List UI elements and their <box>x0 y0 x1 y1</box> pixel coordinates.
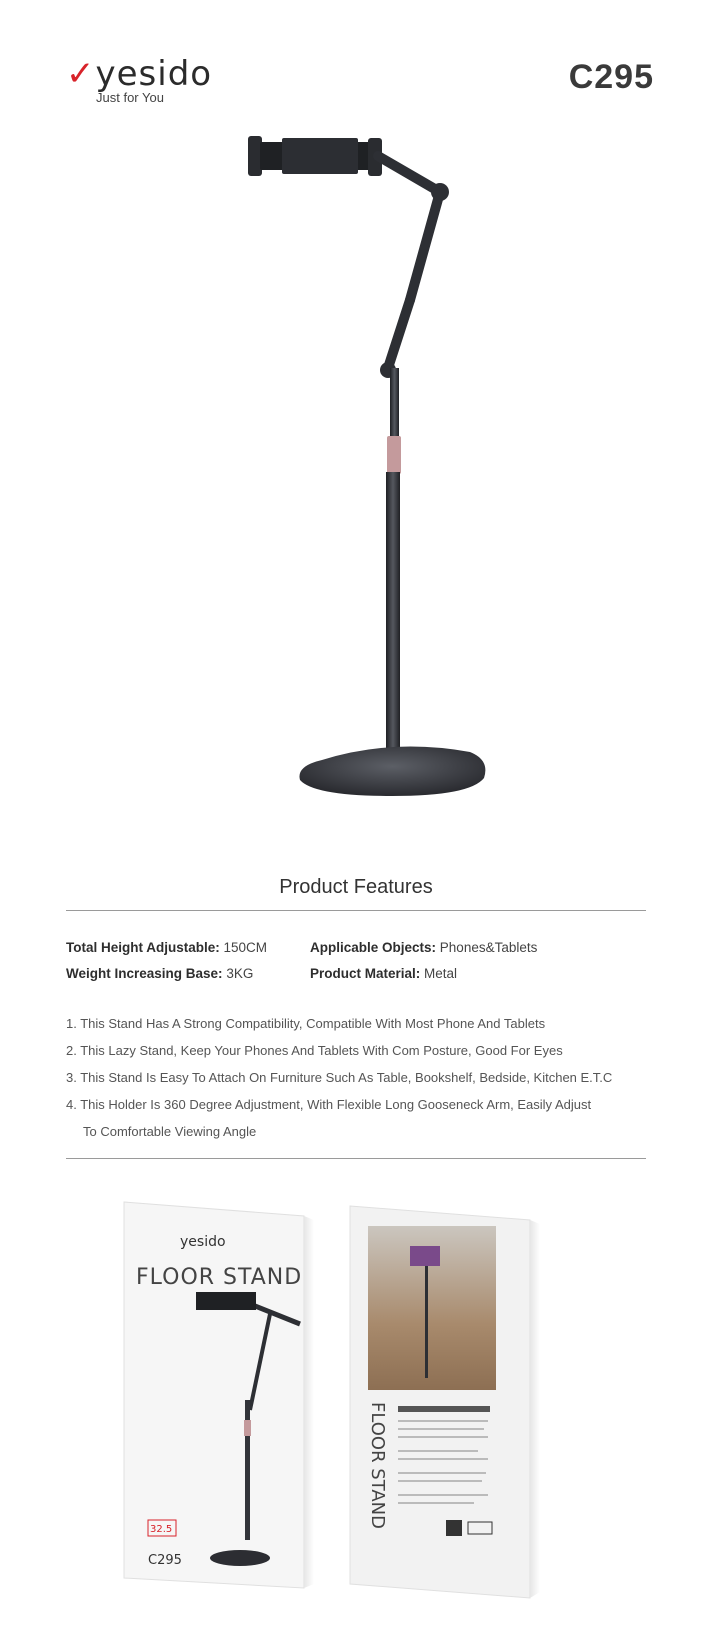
spec-value: 150CM <box>223 940 268 955</box>
section-title: Product Features <box>279 876 433 898</box>
box-back <box>350 1206 540 1598</box>
spec-label: Applicable Objects: <box>310 940 437 955</box>
spec-value: 3KG <box>226 966 254 981</box>
spec-material <box>310 966 457 981</box>
logo-wordmark: ✓yesido <box>66 54 213 94</box>
upper-pole <box>390 368 399 442</box>
packaging-image <box>0 1200 712 1620</box>
logo-text: yesido <box>95 54 213 94</box>
spec-value: Phones&Tablets <box>439 940 538 955</box>
box-front-model: C295 <box>148 1553 182 1568</box>
spec-height <box>66 940 267 955</box>
feature-continuation: To Comfortable Viewing Angle <box>83 1124 257 1139</box>
feature-item: 3. This Stand Is Easy To Attach On Furniture Such As Table, Bookshelf, Bedside, Kitchen E.T.C <box>66 1070 613 1085</box>
feature-item: 2. This Lazy Stand, Keep Your Phones And Tablets With Com Posture, Good For Eyes <box>66 1043 563 1058</box>
feature-item: 1. This Stand Has A Strong Compatibility, Compatible With Most Phone And Tablets <box>66 1016 546 1031</box>
spec-objects <box>310 940 537 955</box>
spec-label: Weight Increasing Base: <box>66 966 223 981</box>
model-number: C295 <box>568 58 654 96</box>
spec-value: Metal <box>424 966 458 981</box>
spec-label: Total Height Adjustable: <box>66 940 220 955</box>
brand-logo <box>64 54 213 105</box>
lower-pole <box>386 472 400 772</box>
feature-item-continued <box>66 1118 656 1145</box>
box-front-title: FLOOR STAND <box>136 1265 303 1290</box>
divider <box>66 910 646 911</box>
box-back-title: FLOOR STAND <box>367 1402 388 1529</box>
weighted-base <box>299 747 485 796</box>
spec-base-weight <box>66 966 253 981</box>
gooseneck-arm <box>378 156 449 378</box>
logo-tagline: Just for You <box>96 90 164 105</box>
box-front <box>124 1202 314 1588</box>
box-front-badge: 32.5 <box>150 1524 173 1535</box>
feature-list <box>66 1010 656 1145</box>
divider <box>66 1158 646 1159</box>
feature-item: 4. This Holder Is 360 Degree Adjustment, With Flexible Long Gooseneck Arm, Easily Adjust <box>66 1097 592 1112</box>
floor-stand-product-image <box>0 120 712 840</box>
pole-band <box>387 436 401 474</box>
box-front-logo: yesido <box>180 1234 226 1250</box>
spec-label: Product Material: <box>310 966 421 981</box>
tablet-clamp <box>248 136 382 176</box>
